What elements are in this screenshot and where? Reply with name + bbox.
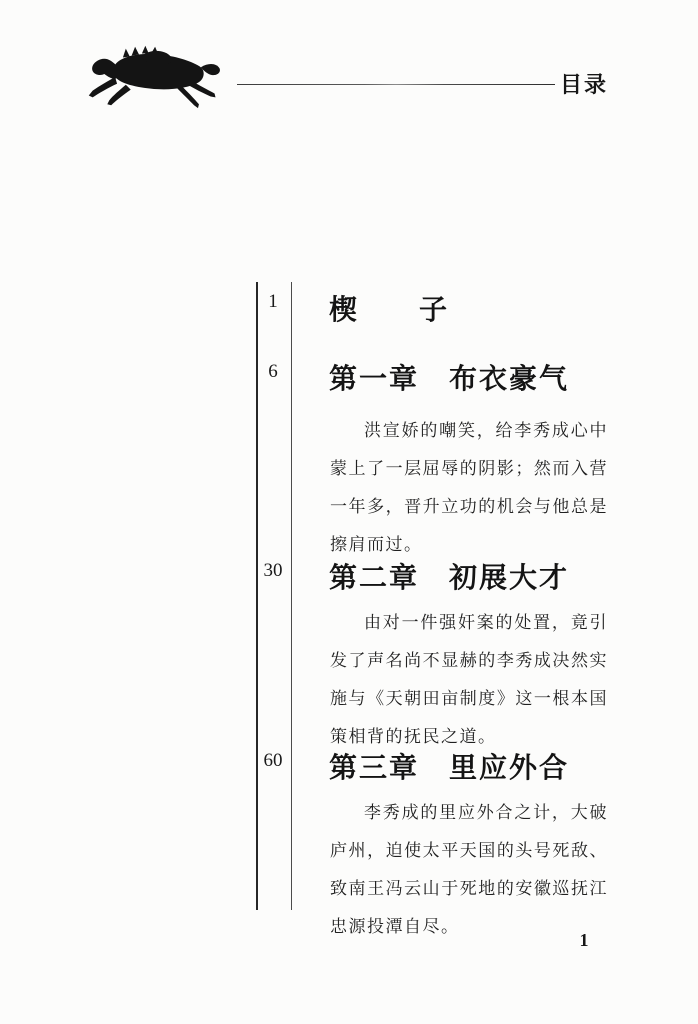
toc-entry-page-number: 1 (268, 291, 278, 312)
toc-entry-title: 第一章 布衣豪气 (329, 362, 570, 395)
toc-entry-title: 第二章 初展大才 (329, 561, 570, 594)
toc-entry-summary: 李秀成的里应外合之计，大破庐州，迫使太平天国的头号死敌、致南王冯云山于死地的安徽巡抚江忠源投潭自尽。 (330, 803, 608, 937)
folio-page-number: 1 (579, 930, 589, 950)
page-header-title: 目录 (560, 73, 609, 98)
toc-entry-title: 第三章 里应外合 (329, 751, 570, 784)
toc-entry-summary: 由对一件强奸案的处置，竟引发了声名尚不显赫的李秀成决然实施与《天朝田亩制度》这一根本国策相背的抚民之道。 (330, 613, 608, 747)
toc-entry-page-number: 60 (263, 750, 283, 771)
toc-entry-summary: 洪宣娇的嘲笑，给李秀成心中蒙上了一层屈辱的阴影；然而入营一年多，晋升立功的机会与他总是擦肩而过。 (330, 421, 608, 555)
galloping-horse-icon (84, 36, 232, 114)
toc-entry-page-number: 6 (268, 361, 278, 382)
header-rule (237, 84, 555, 85)
toc-entry-page-number: 30 (263, 560, 283, 581)
toc-entry-title: 楔 子 (329, 293, 450, 326)
